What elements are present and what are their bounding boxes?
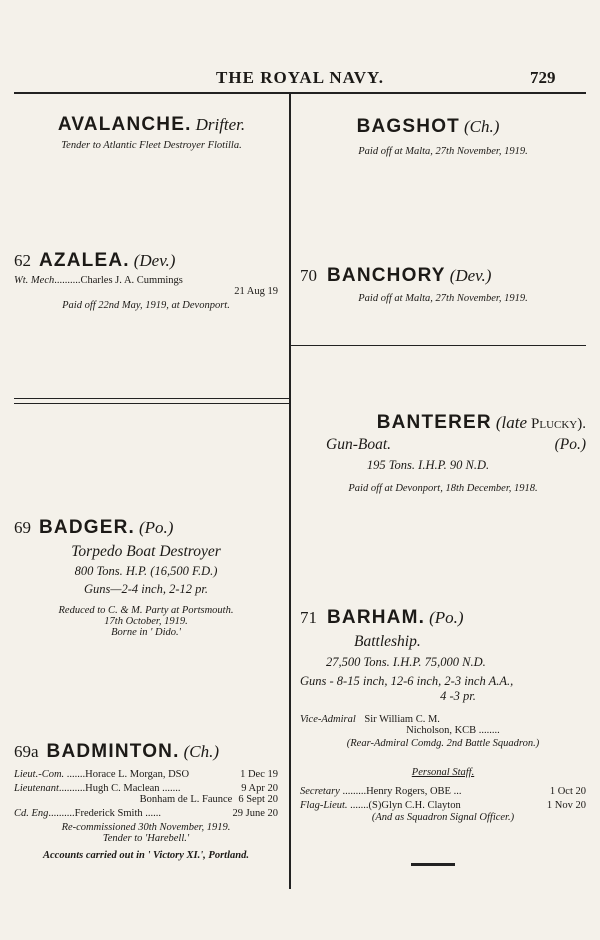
- ship-type: Drifter.: [195, 115, 246, 134]
- ship-port: (Po.): [139, 518, 174, 537]
- header-rule: [14, 92, 586, 94]
- entry-barham: [300, 607, 586, 823]
- staff-note: (And as Squadron Signal Officer.): [371, 812, 515, 823]
- ship-note: Paid off at Devonport, 18th December, 1918.: [348, 483, 538, 494]
- end-rule: [411, 863, 455, 866]
- ship-note: Paid off at Malta, 27th November, 1919.: [358, 146, 528, 157]
- officer-row: Bonham de L. Faunce 6 Sept 20: [139, 794, 278, 805]
- section-rule: [14, 403, 289, 404]
- ship-name: BADGER.: [39, 517, 136, 538]
- ship-note: Re-commissioned 30th November, 1919.: [61, 822, 231, 833]
- admiral-name: Nicholson, KCB ........: [406, 725, 500, 736]
- entry-banchory: [300, 265, 586, 304]
- ship-number: 71: [300, 608, 317, 627]
- ship-note: Paid off at Malta, 27th November, 1919.: [358, 293, 528, 304]
- officer-date: 21 Aug 19: [234, 286, 278, 297]
- ship-note: Tender to Atlantic Fleet Destroyer Flotilla.: [61, 140, 242, 151]
- ship-name: AVALANCHE.: [57, 114, 192, 135]
- ship-type: Battleship.: [354, 633, 421, 650]
- ship-port: (Po.): [429, 608, 464, 627]
- ship-name: BANTERER: [376, 412, 492, 433]
- ship-name: BANCHORY: [327, 265, 446, 286]
- ship-guns: 4 -3 pr.: [440, 689, 476, 703]
- entry-badger: [14, 517, 278, 638]
- officer-row: Wt. Mech..........Charles J. A. Cummings: [14, 275, 183, 286]
- ship-name: BAGSHOT: [356, 116, 460, 137]
- ship-note: 17th October, 1919.: [104, 616, 188, 627]
- page-number: 729: [530, 68, 556, 87]
- ship-note: Accounts carried out in ' Victory XI.', Portland.: [43, 850, 249, 861]
- ship-specs: 195 Tons. I.H.P. 90 N.D.: [366, 458, 490, 472]
- officer-row: Cd. Eng..........Frederick Smith ...... 29 June 20: [14, 808, 278, 819]
- staff-heading: Personal Staff.: [411, 767, 475, 778]
- entry-avalanche: [14, 114, 289, 151]
- ship-guns: Guns—2-4 inch, 2-12 pr.: [84, 582, 208, 596]
- ship-name: BARHAM.: [327, 607, 426, 628]
- ship-type: Gun-Boat.: [326, 436, 392, 453]
- ship-number: 69a: [14, 742, 39, 761]
- ship-name: BADMINTON.: [46, 741, 180, 762]
- section-rule: [291, 345, 586, 346]
- ship-note: Paid off 22nd May, 1919, at Devonport.: [62, 300, 230, 311]
- ship-port: (Dev.): [449, 266, 492, 285]
- ship-port: (Ch.): [463, 117, 500, 136]
- entry-azalea: [14, 250, 278, 311]
- section-rule: [14, 398, 289, 399]
- entry-badminton: [14, 741, 278, 861]
- ship-port: (Ch.): [183, 742, 220, 761]
- ship-note: Tender to 'Harebell.': [102, 833, 190, 844]
- ship-note: Borne in ' Dido.': [111, 627, 181, 638]
- column-divider: [289, 94, 291, 889]
- entry-banterer: BANTERER (late Plucky). Gun-Boat. (Po.) 195 Tons. I.H.P. 90 N.D. Paid off at Devonport, 18th December, 1918.: [300, 412, 586, 494]
- ship-number: 70: [300, 266, 317, 285]
- ship-name: AZALEA.: [39, 250, 130, 271]
- ship-note: Reduced to C. & M. Party at Portsmouth.: [58, 605, 234, 616]
- officer-row: Lieutenant..........Hugh C. Maclean ....... 9 Apr 20: [14, 783, 278, 794]
- ship-type: Torpedo Boat Destroyer: [71, 543, 221, 560]
- ship-port: (Dev.): [133, 251, 176, 270]
- ship-type-row: [300, 436, 586, 454]
- ship-number: 62: [14, 251, 31, 270]
- staff-row: Flag-Lieut. .......(S)Glyn C.H. Clayton 1 Nov 20: [300, 800, 586, 811]
- admiral-row: Vice-Admiral Sir William C. M.: [300, 714, 440, 725]
- ship-number: 69: [14, 518, 31, 537]
- staff-row: Secretary .........Henry Rogers, OBE ... 1 Oct 20: [300, 786, 586, 797]
- entry-bagshot: [300, 116, 586, 157]
- ship-specs: 800 Tons. H.P. (16,500 F.D.): [74, 564, 218, 578]
- officer-row: Lieut.-Com. .......Horace L. Morgan, DSO 1 Dec 19: [14, 769, 278, 780]
- page-title: THE ROYAL NAVY.: [216, 68, 384, 87]
- admiral-note: (Rear-Admiral Comdg. 2nd Battle Squadron.): [346, 738, 540, 749]
- ship-guns: Guns - 8-15 inch, 12-6 inch, 2-3 inch A.A.,: [300, 674, 514, 688]
- ship-port: (Po.): [554, 436, 586, 453]
- ship-specs: 27,500 Tons. I.H.P. 75,000 N.D.: [326, 655, 486, 669]
